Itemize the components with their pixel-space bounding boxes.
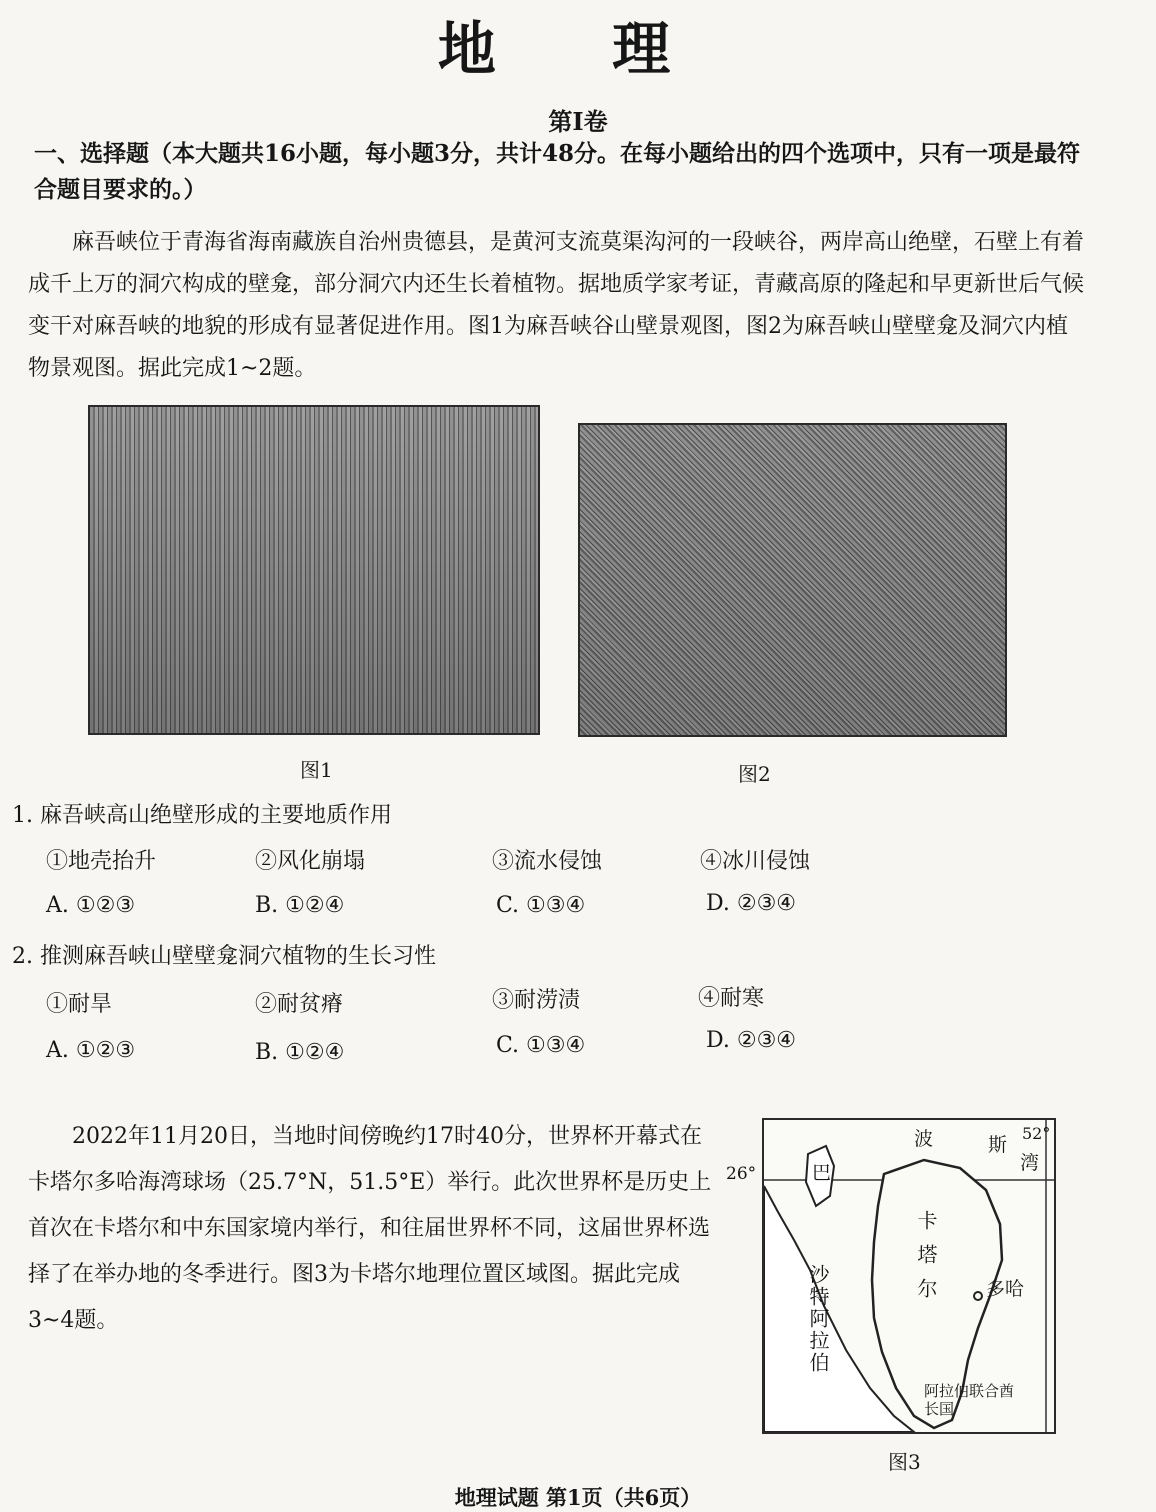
q2-item: ②耐贫瘠 [255,992,344,1017]
figure-3-caption: 图3 [888,1450,921,1474]
figure-1-canyon-photo [88,405,540,735]
page-title: 地 理 [437,15,719,83]
section-heading: 一、选择题（本大题共16小题，每小题3分，共计48分。在每小题给出的四个选项中，只有一项是最符合题目要求的。） [34,140,1081,203]
map-label-gulf-1: 波 [914,1128,934,1150]
q1-item: ①地壳抬升 [46,849,157,874]
map-label-saudi: 沙特阿拉伯 [806,1264,830,1374]
passage-world-cup: 2022年11月20日，当地时间傍晚约17时40分，世界杯开幕式在卡塔尔多哈海湾球场（25.7°N，51.5°E）举行。此次世界杯是历史上首次在卡塔尔和中东国家境内举行，和往届世界杯不同，这届世界杯选择了在举办地的冬季进行。图3为卡塔尔地理位置区域图。据此完成3~4题。 [28,1124,712,1333]
map-lat-label: 26° [726,1164,757,1184]
q2-option-d[interactable]: D. ②③④ [706,1028,797,1053]
q2-item: ④耐寒 [698,986,765,1011]
figure-2-niche-photo [578,423,1007,737]
passage-maw-gorge: 麻吾峡位于青海省海南藏族自治州贵德县，是黄河支流莫渠沟河的一段峡谷，两岸高山绝壁，石壁上有着成千上万的洞穴构成的壁龛，部分洞穴内还生长着植物。据地质学家考证，青藏高原的隆起和早更新世后气候变干对麻吾峡的地貌的形成有显著促进作用。图1为麻吾峡谷山壁景观图，图2为麻吾峡山壁壁龛及洞穴内植物景观图。据此完成1~2题。 [28,230,1085,381]
q2-option-c[interactable]: C. ①③④ [496,1033,586,1058]
q2-option-b[interactable]: B. ①②④ [255,1040,345,1065]
q2-option-a[interactable]: A. ①②③ [46,1038,136,1063]
question-2-stem: 2. 推测麻吾峡山壁壁龛洞穴植物的生长习性 [12,944,436,969]
figure-1-caption: 图1 [300,758,333,782]
map-label-qatar: 卡塔尔 [914,1210,938,1312]
q1-item: ②风化崩塌 [255,849,366,874]
q2-item: ①耐旱 [46,992,113,1017]
map-label-gulf-2: 斯 [988,1134,1008,1156]
map-label-bahrain: 巴 [812,1162,832,1184]
q1-option-d[interactable]: D. ②③④ [706,891,797,916]
page-footer: 地理试题 第1页（共6页） [454,1485,702,1510]
map-label-gulf-3: 湾 [1020,1152,1040,1174]
question-1-stem: 1. 麻吾峡高山绝壁形成的主要地质作用 [12,803,392,828]
map-lon-label: 52° [1022,1124,1051,1143]
volume-label: 第Ⅰ卷 [548,107,608,136]
figure-2-caption: 图2 [738,762,771,786]
q1-item: ④冰川侵蚀 [700,849,811,874]
figure-3-qatar-map [762,1118,1056,1434]
q1-option-c[interactable]: C. ①③④ [496,893,586,918]
map-label-uae: 阿拉伯联合酋长国 [924,1382,1015,1418]
q1-option-b[interactable]: B. ①②④ [255,893,345,918]
q1-option-a[interactable]: A. ①②③ [46,893,136,918]
map-label-doha: 多哈 [986,1278,1025,1300]
q2-item: ③耐涝渍 [492,988,581,1013]
q1-item: ③流水侵蚀 [492,849,603,874]
